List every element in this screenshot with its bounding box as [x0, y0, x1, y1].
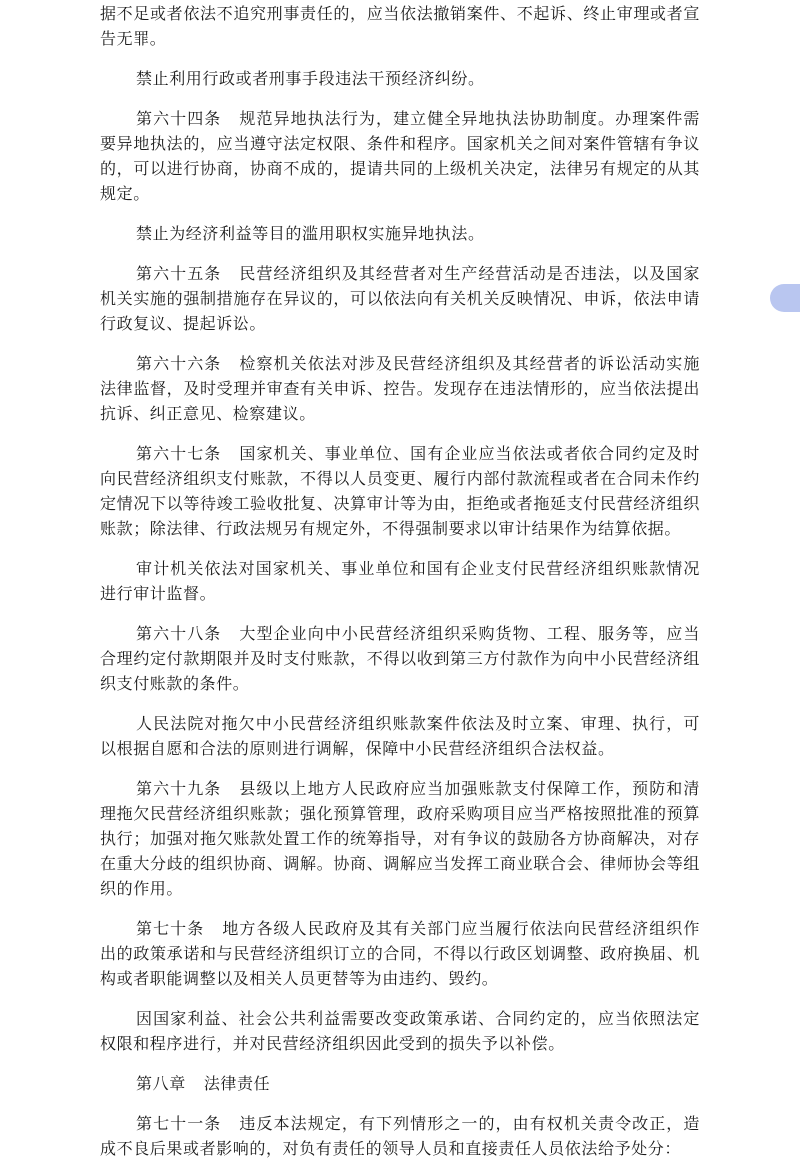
article-69 [100, 776, 700, 901]
chapter-heading [100, 1071, 700, 1096]
article-number: 第七十条 [136, 919, 205, 938]
article-number: 第六十五条 [136, 264, 222, 283]
article-text: 检察机关依法对涉及民营经济组织及其经营者的诉讼活动实施法律监督，及时受理并审查有关申诉、控告。发现存在违法情形的，应当依法提出抗诉、纠正意见、检察建议。 [100, 354, 700, 423]
article-66 [100, 351, 700, 426]
article-number: 第六十六条 [136, 354, 222, 373]
paragraph-court: 人民法院对拖欠中小民营经济组织账款案件依法及时立案、审理、执行，可以根据自愿和合法的原则进行调解，保障中小民营经济组织合法权益。 [100, 714, 700, 758]
article-68 [100, 621, 700, 696]
article-text: 地方各级人民政府及其有关部门应当履行依法向民营经济组织作出的政策承诺和与民营经济组织订立的合同，不得以行政区划调整、政府换届、机构或者职能调整以及相关人员更替等为由违约、毁约。 [100, 919, 700, 988]
article-number: 第七十一条 [136, 1114, 222, 1133]
article-67 [100, 441, 700, 541]
chapter-number: 第八章 [136, 1074, 186, 1093]
article-70 [100, 916, 700, 991]
paragraph-ban-abuse: 禁止为经济利益等目的滥用职权实施异地执法。 [136, 224, 485, 243]
article-65 [100, 261, 700, 336]
chapter-title: 法律责任 [203, 1074, 271, 1093]
article-64 [100, 106, 700, 206]
article-number: 第六十九条 [136, 779, 222, 798]
article-71 [100, 1111, 700, 1161]
article-number: 第六十八条 [136, 624, 222, 643]
article-number: 第六十七条 [136, 444, 222, 463]
article-text: 国家机关、事业单位、国有企业应当依法或者依合同约定及时向民营经济组织支付账款，不得以人员变更、履行内部付款流程或者在合同未作约定情况下以等待竣工验收批复、决算审计等为由，拒绝或者拖延支付民营经济组织账款；除法律、行政法规另有规定外，不得强制要求以审计结果作为结算依据。 [100, 444, 700, 538]
paragraph-audit: 审计机关依法对国家机关、事业单位和国有企业支付民营经济组织账款情况进行审计监督。 [100, 559, 700, 603]
paragraph-national-interest: 因国家利益、社会公共利益需要改变政策承诺、合同约定的，应当依照法定权限和程序进行，并对民营经济组织因此受到的损失予以补偿。 [100, 1009, 700, 1053]
article-text: 县级以上地方人民政府应当加强账款支付保障工作，预防和清理拖欠民营经济组织账款；强化预算管理，政府采购项目应当严格按照批准的预算执行；加强对拖欠账款处置工作的统筹指导，对有争议的鼓励各方协商解决，对存在重大分歧的组织协商、调解。协商、调解应当发挥工商业联合会、律师协会等组织的作用。 [100, 779, 700, 898]
article-text: 民营经济组织及其经营者对生产经营活动是否违法，以及国家机关实施的强制措施存在异议的，可以依法向有关机关反映情况、申诉，依法申请行政复议、提起诉讼。 [100, 264, 700, 333]
article-number: 第六十四条 [136, 109, 222, 128]
document-body [100, 0, 700, 1161]
paragraph-ban-interference: 禁止利用行政或者刑事手段违法干预经济纠纷。 [136, 69, 485, 88]
article-text: 违反本法规定，有下列情形之一的，由有权机关责令改正，造成不良后果或者影响的，对负有责任的领导人员和直接责任人员依法给予处分： [100, 1114, 700, 1158]
article-text: 规范异地执法行为，建立健全异地执法协助制度。办理案件需要异地执法的，应当遵守法定权限、条件和程序。国家机关之间对案件管辖有争议的，可以进行协商，协商不成的，提请共同的上级机关决定，法律另有规定的从其规定。 [100, 109, 700, 203]
paragraph-continuation: 据不足或者依法不追究刑事责任的，应当依法撤销案件、不起诉、终止审理或者宣告无罪。 [100, 4, 700, 48]
article-text: 大型企业向中小民营经济组织采购货物、工程、服务等，应当合理约定付款期限并及时支付账款，不得以收到第三方付款作为向中小民营经济组织支付账款的条件。 [100, 624, 700, 693]
side-scroll-tab[interactable] [770, 284, 800, 312]
